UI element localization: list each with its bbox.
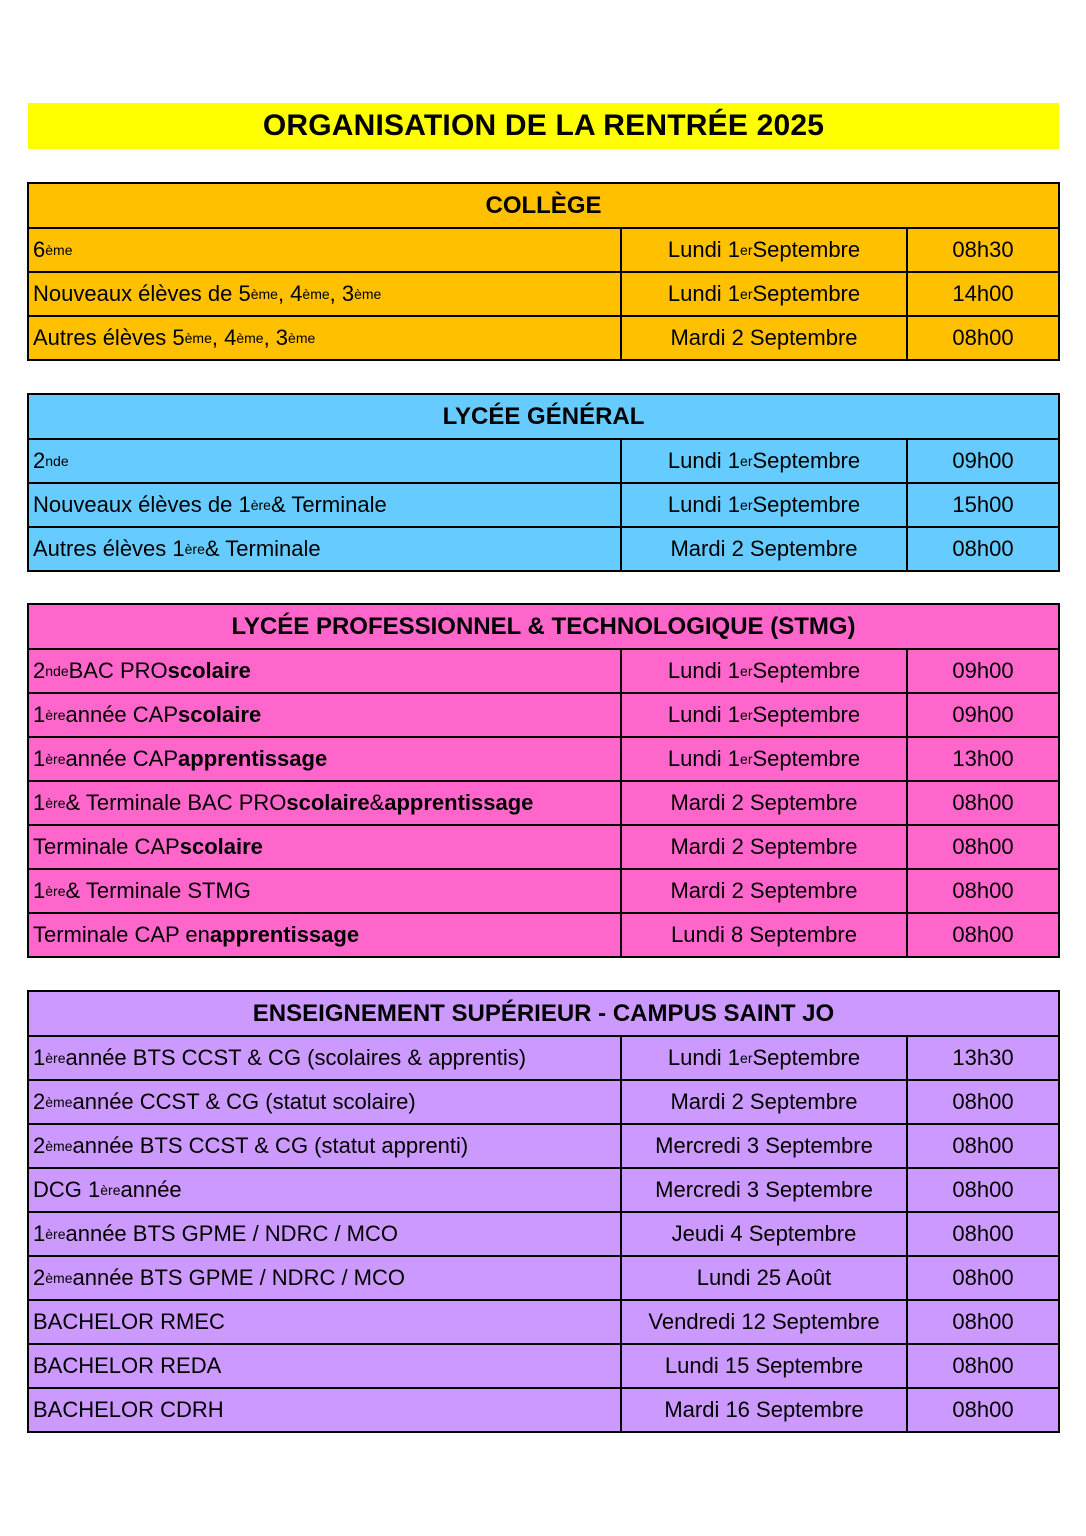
class-label: 1 ère année BTS GPME / NDRC / MCO (29, 1213, 622, 1255)
table-row (29, 694, 1058, 738)
class-label: Nouveaux élèves de 1 ère & Terminale (29, 484, 622, 526)
time-cell: 14h00 (952, 281, 1014, 306)
class-label: 2 ème année BTS CCST & CG (statut apprenti) (29, 1125, 622, 1167)
table-row (29, 1389, 1058, 1431)
section-superieur (27, 990, 1060, 1433)
table-row (29, 528, 1058, 570)
date-cell: Mardi 2 Septembre (622, 317, 908, 359)
time-cell: 09h00 (952, 702, 1014, 727)
time-cell: 08h00 (952, 1265, 1014, 1290)
table-row (29, 914, 1058, 956)
class-label: 2 nde BAC PRO scolaire (29, 650, 622, 692)
time-cell: 08h00 (952, 790, 1014, 815)
date-cell: Lundi 15 Septembre (622, 1345, 908, 1387)
table-row (29, 273, 1058, 317)
table-row (29, 782, 1058, 826)
section-lycee-general (27, 393, 1060, 572)
section-college (27, 182, 1060, 361)
class-label: 1 ère & Terminale STMG (29, 870, 622, 912)
time-cell: 08h30 (952, 237, 1014, 262)
table-row (29, 484, 1058, 528)
class-label: 2 nde (29, 440, 622, 482)
time-cell: 09h00 (952, 448, 1014, 473)
time-cell: 13h00 (952, 746, 1014, 771)
class-label: BACHELOR REDA (29, 1345, 622, 1387)
table-row (29, 1037, 1058, 1081)
section-rows (29, 1037, 1058, 1431)
class-label: Terminale CAP scolaire (29, 826, 622, 868)
time-cell: 08h00 (952, 1397, 1014, 1422)
table-row (29, 870, 1058, 914)
time-cell: 08h00 (952, 834, 1014, 859)
time-cell: 08h00 (952, 536, 1014, 561)
class-label: Autres élèves 1 ère & Terminale (29, 528, 622, 570)
class-label: Nouveaux élèves de 5 ème , 4 ème , 3 ème (29, 273, 622, 315)
date-cell: Vendredi 12 Septembre (622, 1301, 908, 1343)
date-cell: Lundi 1 er Septembre (622, 738, 908, 780)
time-cell: 08h00 (952, 1353, 1014, 1378)
table-row (29, 1169, 1058, 1213)
section-heading: LYCÉE PROFESSIONNEL & TECHNOLOGIQUE (STMG) (29, 605, 1058, 650)
class-label: 1 ère année CAP scolaire (29, 694, 622, 736)
table-row (29, 1213, 1058, 1257)
time-cell: 15h00 (952, 492, 1014, 517)
class-label: DCG 1 ère année (29, 1169, 622, 1211)
section-heading: ENSEIGNEMENT SUPÉRIEUR - CAMPUS SAINT JO (29, 992, 1058, 1037)
table-row (29, 650, 1058, 694)
date-cell: Lundi 1 er Septembre (622, 1037, 908, 1079)
time-cell: 08h00 (952, 878, 1014, 903)
section-rows (29, 440, 1058, 570)
date-cell: Jeudi 4 Septembre (622, 1213, 908, 1255)
section-rows (29, 650, 1058, 956)
title-banner (28, 103, 1059, 149)
date-cell: Mercredi 3 Septembre (622, 1125, 908, 1167)
time-cell: 08h00 (952, 1133, 1014, 1158)
date-cell: Mardi 2 Septembre (622, 1081, 908, 1123)
date-cell: Lundi 25 Août (622, 1257, 908, 1299)
date-cell: Mardi 2 Septembre (622, 870, 908, 912)
section-rows (29, 229, 1058, 359)
section-heading: LYCÉE GÉNÉRAL (29, 395, 1058, 440)
table-row (29, 1125, 1058, 1169)
time-cell: 08h00 (952, 1177, 1014, 1202)
date-cell: Lundi 1 er Septembre (622, 440, 908, 482)
time-cell: 09h00 (952, 658, 1014, 683)
class-label: BACHELOR CDRH (29, 1389, 622, 1431)
date-cell: Mardi 2 Septembre (622, 826, 908, 868)
table-row (29, 229, 1058, 273)
class-label: 6 ème (29, 229, 622, 271)
time-cell: 08h00 (952, 1089, 1014, 1114)
date-cell: Lundi 1 er Septembre (622, 484, 908, 526)
time-cell: 08h00 (952, 325, 1014, 350)
date-cell: Mardi 2 Septembre (622, 782, 908, 824)
time-cell: 08h00 (952, 1221, 1014, 1246)
time-cell: 13h30 (952, 1045, 1014, 1070)
table-row (29, 317, 1058, 359)
time-cell: 08h00 (952, 922, 1014, 947)
table-row (29, 1257, 1058, 1301)
table-row (29, 826, 1058, 870)
class-label: 2 ème année BTS GPME / NDRC / MCO (29, 1257, 622, 1299)
date-cell: Lundi 1 er Septembre (622, 229, 908, 271)
table-row (29, 1345, 1058, 1389)
table-row (29, 1081, 1058, 1125)
class-label: 2 ème année CCST & CG (statut scolaire) (29, 1081, 622, 1123)
table-row (29, 738, 1058, 782)
class-label: 1 ère & Terminale BAC PRO scolaire & apprentissage (29, 782, 622, 824)
class-label: Terminale CAP en apprentissage (29, 914, 622, 956)
date-cell: Mercredi 3 Septembre (622, 1169, 908, 1211)
date-cell: Lundi 8 Septembre (622, 914, 908, 956)
date-cell: Mardi 2 Septembre (622, 528, 908, 570)
date-cell: Lundi 1 er Septembre (622, 650, 908, 692)
time-cell: 08h00 (952, 1309, 1014, 1334)
class-label: 1 ère année BTS CCST & CG (scolaires & apprentis) (29, 1037, 622, 1079)
table-row (29, 1301, 1058, 1345)
section-heading: COLLÈGE (29, 184, 1058, 229)
date-cell: Lundi 1 er Septembre (622, 694, 908, 736)
class-label: 1 ère année CAP apprentissage (29, 738, 622, 780)
class-label: Autres élèves 5 ème , 4 ème , 3 ème (29, 317, 622, 359)
date-cell: Lundi 1 er Septembre (622, 273, 908, 315)
date-cell: Mardi 16 Septembre (622, 1389, 908, 1431)
table-row (29, 440, 1058, 484)
class-label: BACHELOR RMEC (29, 1301, 622, 1343)
page-title: ORGANISATION DE LA RENTRÉE 2025 (262, 109, 825, 142)
section-lycee-pro (27, 603, 1060, 958)
